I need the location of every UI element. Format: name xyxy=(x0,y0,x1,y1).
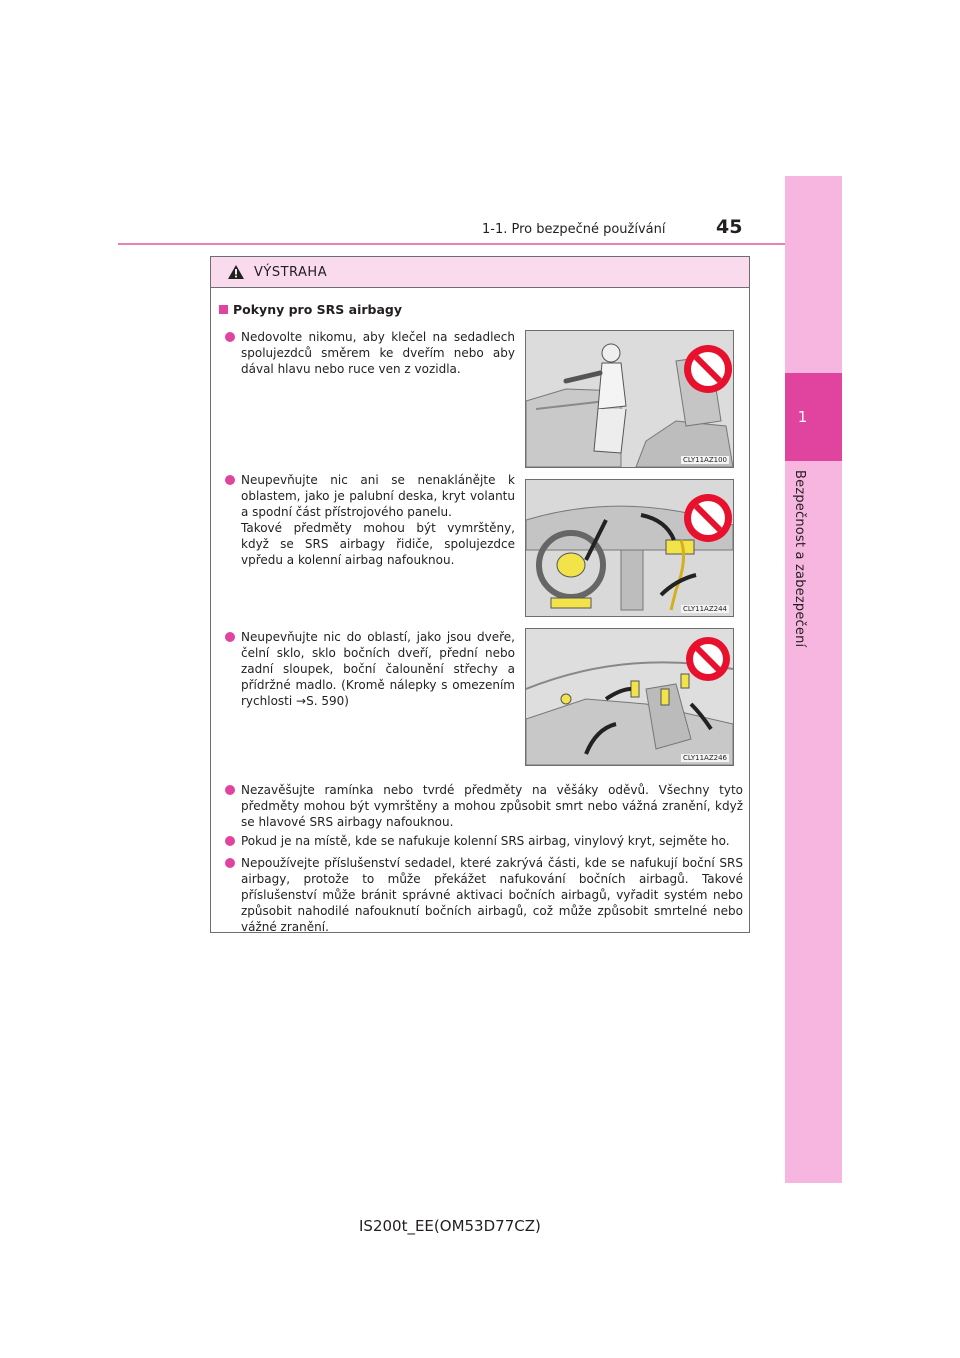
warning-item-text: Pokud je na místě, kde se nafukuje kolenní SRS airbag, vinylový kryt, sejměte ho. xyxy=(241,834,730,848)
warning-title: VÝSTRAHA xyxy=(254,264,328,280)
image-code: CLY11AZ100 xyxy=(683,456,727,464)
warning-item-hangers xyxy=(241,782,743,830)
illustration-dashboard xyxy=(525,479,734,617)
warning-box xyxy=(210,256,750,933)
warning-item-text: Neupevňujte nic do oblastí, jako jsou dveře, čelní sklo, sklo bočních dveří, přední nebo zadní sloupek, boční čalounění střechy a přídržné madlo. (Kromě nálepky s omezením rychlosti →S. 590) xyxy=(241,630,515,708)
warning-item-seat-accessories xyxy=(241,855,743,935)
image-code: CLY11AZ244 xyxy=(683,605,727,613)
section-heading xyxy=(219,302,402,317)
image-code: CLY11AZ246 xyxy=(683,754,727,762)
page-number: 45 xyxy=(716,216,743,238)
warning-item-text: Nezavěšujte ramínka nebo tvrdé předměty na věšáky oděvů. Všechny tyto předměty mohou být vymrštěny a mohou způsobit smrt nebo vážná zranění, když se hlavové SRS airbagy nafouknou. xyxy=(241,783,743,829)
warning-item-text: Neupevňujte nic ani se nenaklánějte k oblastem, jako je palubní deska, kryt volantu a spodní část přístrojového panelu. xyxy=(241,473,515,519)
warning-header xyxy=(211,257,749,288)
warning-triangle-icon xyxy=(227,264,245,280)
illustration-dashboard-drawing xyxy=(526,480,733,616)
illustration-cabin-drawing xyxy=(526,629,733,765)
warning-item-dashboard xyxy=(241,472,515,568)
round-bullet-icon xyxy=(225,858,235,868)
chapter-number: 1 xyxy=(797,408,808,426)
chapter-tab xyxy=(785,373,842,461)
illustration-cabin-interior xyxy=(525,628,734,766)
round-bullet-icon xyxy=(225,632,235,642)
round-bullet-icon xyxy=(225,785,235,795)
warning-item-kneeling xyxy=(241,329,515,377)
illustration-kneeling-drawing xyxy=(526,331,733,467)
warning-item-text: Nedovolte nikomu, aby klečel na sedadlech spolujezdců směrem ke dveřím nebo aby dával hlavu nebo ruce ven z vozidla. xyxy=(241,330,515,376)
warning-item-text-continued: Takové předměty mohou být vymrštěny, když se SRS airbagy řidiče, spolujezdce vpředu a kolenní airbag nafouknou. xyxy=(241,521,515,567)
chapter-label: Bezpečnost a zabezpečení xyxy=(792,470,807,648)
header-rule xyxy=(118,243,785,245)
warning-item-vinyl-cover xyxy=(241,833,743,849)
warning-item-pillars xyxy=(241,629,515,709)
warning-item-text: Nepoužívejte příslušenství sedadel, které zakrývá části, kde se nafukují boční SRS airbagy, protože to může překážet nafukování bočních airbagů. Takové příslušenství může bránit správné aktivaci bočních airbagů, vyřadit systém nebo způsobit nahodilé nafouknutí bočních airbagů, což může způsobit smrtelné nebo vážné zranění. xyxy=(241,856,743,934)
section-heading-text: Pokyny pro SRS airbagy xyxy=(233,302,403,317)
round-bullet-icon xyxy=(225,475,235,485)
footer-document-code: IS200t_EE(OM53D77CZ) xyxy=(359,1217,541,1235)
section-title: 1-1. Pro bezpečné používání xyxy=(482,222,666,237)
round-bullet-icon xyxy=(225,332,235,342)
square-bullet-icon xyxy=(219,305,228,314)
illustration-kneeling-passenger xyxy=(525,330,734,468)
round-bullet-icon xyxy=(225,836,235,846)
